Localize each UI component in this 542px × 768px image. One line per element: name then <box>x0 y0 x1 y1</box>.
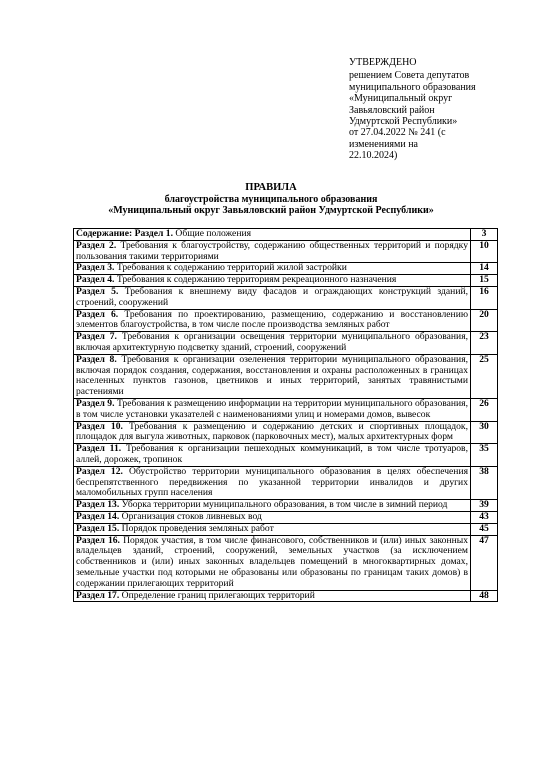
page-number: 39 <box>471 500 498 512</box>
toc-row <box>74 398 498 421</box>
page-number: 47 <box>471 535 498 590</box>
page-number: 30 <box>471 421 498 444</box>
section-number: Раздел 7. <box>76 331 117 343</box>
approval-line: муниципального образования <box>349 81 476 93</box>
toc-row <box>74 309 498 332</box>
page-number: 20 <box>471 309 498 332</box>
toc-row <box>74 535 498 590</box>
toc-entry <box>74 240 471 263</box>
section-title: Порядок проведения земляных работ <box>121 522 274 534</box>
section-number: Раздел 5. <box>76 285 119 297</box>
toc-row <box>74 500 498 512</box>
section-number: Раздел 6. <box>76 308 119 320</box>
page-number: 16 <box>471 286 498 309</box>
section-title: Требования к внешнему виду фасадов и ограждающих конструкций зданий, строений, сооружений <box>76 285 468 308</box>
section-title: Требования к размещению информации на территории муниципального образования, в том числе установки указателей с наименованиями улиц и номерами домов, вывесок <box>76 397 468 420</box>
section-title: Требования к организации освещения территории муниципального образования, включая архитектурную подсветку зданий, строений, сооружений <box>76 331 469 353</box>
toc-entry <box>74 263 471 275</box>
page-number: 48 <box>471 590 498 602</box>
toc-row <box>74 332 498 355</box>
section-title: Требования к организации озеленения территории муниципального образования, включая порядок создания, содержания, восстановления и охраны расположенных в границах населенных пунктов газонов, цветников и иных территорий, занятых травянистыми растениями <box>76 353 469 398</box>
section-title: Обустройство территории муниципального образования в целях обеспечения беспрепятственного передвижения по указанной территории инвалидов и других маломобильных групп населения <box>76 465 468 499</box>
approval-line: Удмуртской Республики» <box>349 116 458 128</box>
contents-table <box>73 228 498 602</box>
page-number: 3 <box>471 229 498 241</box>
toc-row <box>74 523 498 535</box>
toc-entry <box>74 354 471 398</box>
toc-entry <box>74 398 471 421</box>
title-line-2: благоустройства муниципального образования <box>164 193 378 205</box>
toc-entry <box>74 500 471 512</box>
page-number: 45 <box>471 523 498 535</box>
approval-line: от 27.04.2022 № 241 (с <box>349 127 446 139</box>
toc-row <box>74 229 498 241</box>
toc-entry <box>74 511 471 523</box>
section-title: Организация стоков ливневых вод <box>121 510 262 522</box>
page-number: 35 <box>471 444 498 467</box>
section-number: Раздел 13. <box>76 499 120 511</box>
section-number: Раздел 4. <box>76 274 115 286</box>
section-number: Раздел 12. <box>76 465 123 477</box>
toc-entry <box>74 229 471 241</box>
title-line-1: ПРАВИЛА <box>245 182 297 193</box>
section-title: Порядок участия, в том числе финансового, собственников и (или) иных законных владельцев зданий, строений, сооружений, земельных участков (за исключением собственников и (или) иных законных владельцев помещений в многоквартирных домах, земельные участки под которыми не образованы или образованы по границам таких домов) в содержании прилегающих территорий <box>76 534 468 589</box>
section-title: Определение границ прилегающих территорий <box>121 589 315 601</box>
section-number: Раздел 3. <box>76 262 115 274</box>
section-number: Раздел 10. <box>76 420 123 432</box>
toc-entry <box>74 421 471 444</box>
toc-row <box>74 511 498 523</box>
section-number: Раздел 15. <box>76 522 120 534</box>
toc-entry <box>74 286 471 309</box>
page-number: 25 <box>471 354 498 398</box>
approval-line: «Муниципальный округ <box>349 93 453 105</box>
toc-entry <box>74 523 471 535</box>
toc-entry <box>74 275 471 287</box>
toc-row <box>74 590 498 602</box>
section-number: Раздел 16. <box>76 534 120 546</box>
toc-entry <box>74 590 471 602</box>
page-number: 43 <box>471 511 498 523</box>
title-line-3: «Муниципальный округ Завьяловский район Удмуртской Республики» <box>108 205 434 216</box>
page-number: 10 <box>471 240 498 263</box>
section-number: Раздел 9. <box>76 397 115 409</box>
toc-row <box>74 275 498 287</box>
section-title: Общие положения <box>175 228 252 239</box>
toc-row <box>74 444 498 467</box>
page-number: 26 <box>471 398 498 421</box>
toc-entry <box>74 466 471 499</box>
approval-heading: УТВЕРЖДЕНО <box>349 57 417 68</box>
toc-entry <box>74 444 471 467</box>
toc-entry <box>74 535 471 590</box>
approval-line: 22.10.2024) <box>349 150 398 162</box>
page-number: 14 <box>471 263 498 275</box>
approval-block <box>349 57 499 162</box>
approval-line: изменениями на <box>349 138 418 150</box>
section-title: Требования по проектированию, размещению, содержанию и восстановлению элементов благоустройства, в том числе после производства земляных работ <box>76 308 468 331</box>
toc-row <box>74 421 498 444</box>
page-number: 23 <box>471 332 498 355</box>
approval-line: решением Совета депутатов <box>349 70 470 82</box>
section-number: Раздел 17. <box>76 589 120 601</box>
section-number: Раздел 2. <box>76 239 117 251</box>
document-title <box>0 182 542 217</box>
toc-row <box>74 286 498 309</box>
section-number: Раздел 11. <box>76 443 122 455</box>
section-title: Требования к организации пешеходных коммуникаций, в том числе тротуаров, аллей, дорожек, тропинок <box>76 443 468 465</box>
page-number: 15 <box>471 275 498 287</box>
toc-row <box>74 263 498 275</box>
section-title: Требования к размещению и содержанию детских и спортивных площадок, площадок для выгула животных, парковок (парковочных мест), малых архитектурных форм <box>76 420 468 443</box>
section-number: Раздел 1. <box>134 228 174 239</box>
section-number: Раздел 14. <box>76 510 120 522</box>
toc-entry <box>74 332 471 355</box>
section-title: Требования к благоустройству, содержанию общественных территорий и порядку пользования такими территориями <box>76 239 468 262</box>
contents-label: Содержание: <box>76 228 133 239</box>
toc-entry <box>74 309 471 332</box>
toc-row <box>74 240 498 263</box>
approval-line: Завьяловский район <box>349 104 435 116</box>
section-title: Требования к содержанию территориям рекреационного назначения <box>116 274 397 286</box>
section-title: Требования к содержанию территорий жилой застройки <box>116 262 347 274</box>
toc-row <box>74 354 498 398</box>
section-number: Раздел 8. <box>76 353 117 365</box>
page-number: 38 <box>471 466 498 499</box>
toc-row <box>74 466 498 499</box>
section-title: Уборка территории муниципального образования, в том числе в зимний период <box>121 499 448 511</box>
